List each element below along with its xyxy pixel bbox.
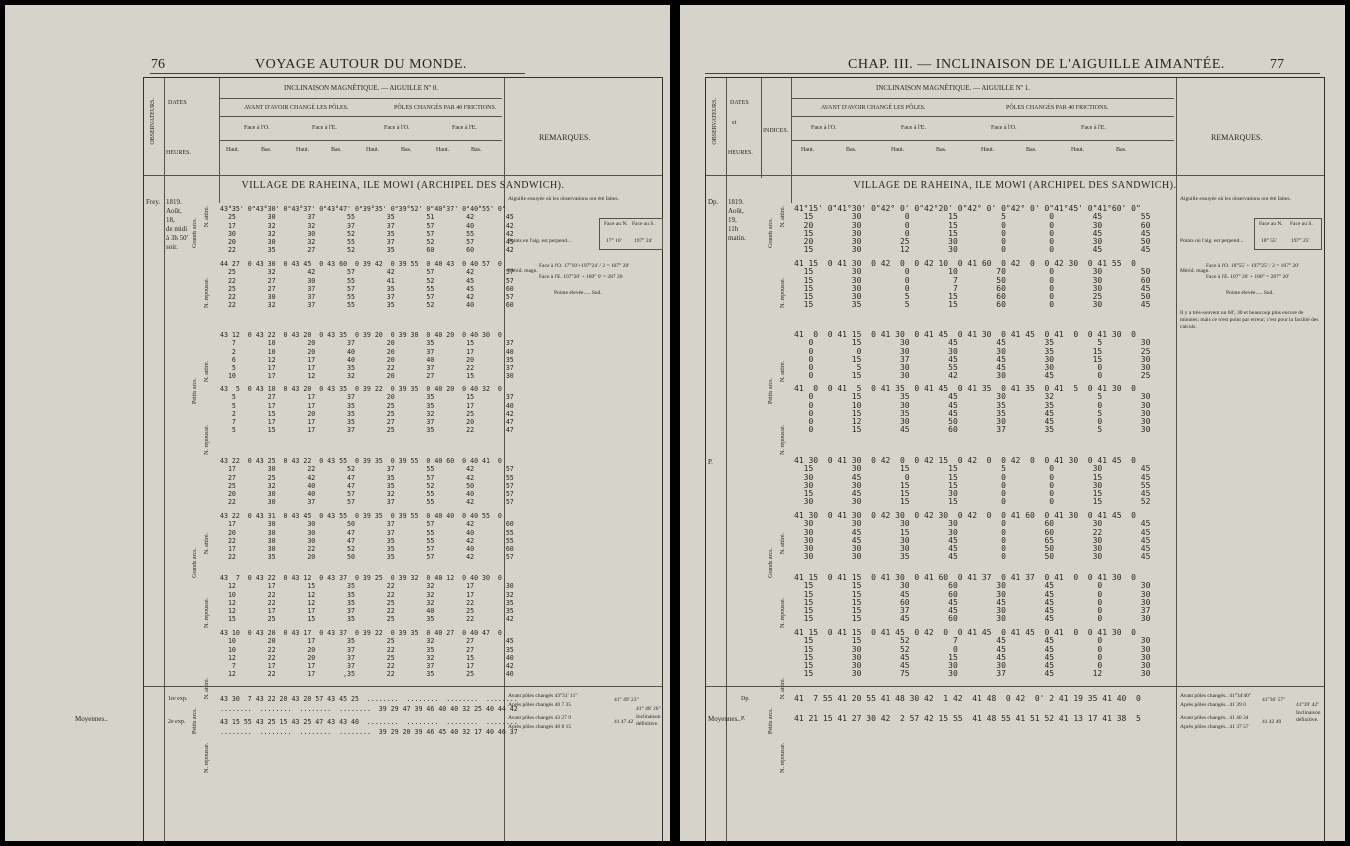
col-heures: HEURES. [728,150,753,156]
label-n-repousse: N. repoussé. [204,425,210,455]
data-block: 43 10 0 43 20 0 43 17 0 43 37 0 39 22 0 39 35 0 40 27 0 40 47 0 10 20 17 35 25 32 27 45 10 22 20 37 22 35 27 35 12 22 20 37 25 32 15 40 7 17 17 37 22 37 17 42 12 22 17 ,35 22 35 25 40 [220,629,514,679]
remark-bottom-r: 41° 49' 23" [614,697,639,703]
label-n-repousse: N. repoussé. [780,278,786,308]
remark-bottom: Après pôles changés 40 7 35 [508,702,572,708]
haut-3: Haut. [981,147,995,153]
col-dates: DATES [168,100,187,106]
poles-apres: PÔLES CHANGÉS PAR 40 FRICTIONS. [1006,105,1109,111]
remark-pointe: Pointe élevée..... Sud. [1226,290,1274,296]
face-e-1: Face à l'E. [901,125,926,131]
running-head: VOYAGE AUTOUR DU MONDE. [255,57,467,72]
bas-1: Bas. [846,147,857,153]
page-number: 77 [1270,57,1284,72]
remark-bottom: Avant pôles changés 43°31' 11" [508,693,578,699]
bas-2: Bas. [936,147,947,153]
remark-pointe: Pointe élevée..... Sud. [554,290,602,296]
col-observateurs: OBSERVATEURS. [712,98,718,145]
label-grands-arcs-2: Grands arcs. [768,548,774,578]
bas-4: Bas. [471,147,482,153]
page-number: 76 [151,57,165,72]
moyenne-row: ........ ........ ........ ........ 39 29 47 39 46 40 40 32 25 40 44 42 [220,705,518,713]
face-o-2: Face à l'O. [384,125,410,131]
col-et: et [732,120,737,126]
remark-bottom: Avant pôles changés.. 41°34'40" [1180,693,1252,699]
label-grands-arcs-1: Grands arcs. [768,218,774,248]
label-n-attire: N. attiré. [204,533,210,555]
right-page [680,5,1345,841]
haut-3: Haut. [366,147,380,153]
bas-4: Bas. [1116,147,1127,153]
data-block: 41 30 0 41 30 0 42 30 0 42 30 0 42 0 0 41 60 0 41 30 0 41 45 0 30 30 30 30 0 60 30 45 30 45 15 30 0 60 22 45 30 45 30 45 0 65 30 45 30 30 30 45 0 50 30 45 30 30 35 45 0 50 30 45 [794,511,1151,562]
label-n-attire: N. attiré. [204,206,210,228]
bas-1: Bas. [261,147,272,153]
observer-dp: Dp. [708,198,719,206]
table-title: INCLINAISON MAGNÉTIQUE. — AIGUILLE Nº 0. [284,84,439,92]
remark-note: Aiguille essuyée où les observations ont été faites. [1180,196,1291,202]
label-n-attire: N. attiré. [204,361,210,383]
face-e-1: Face à l'E. [312,125,337,131]
label-grands-arcs-2: Grands arcs. [192,548,198,578]
face-e-2: Face à l'E. [452,125,477,131]
data-block: 43 7 0 43 22 0 43 12 0 43 37 0 39 25 0 39 32 0 40 12 0 40 30 0 12 17 15 35 22 32 17 30 10 22 12 35 22 32 17 32 12 22 12 35 25 32 22 35 12 17 17 37 22 40 25 35 15 25 15 35 25 35 22 42 [220,574,514,624]
col-remarques: REMARQUES. [1211,133,1263,142]
moyenne-row: 41 21 15 41 27 30 42 2 57 42 15 55 41 48 55 41 51 52 41 13 17 41 38 5 [794,714,1141,723]
remark-face-n: Face au N. [1259,221,1283,227]
bas-2: Bas. [331,147,342,153]
label-n-repousse: N. repoussé. [204,743,210,773]
date: 1819. Août, 19, 11h matin. [728,198,746,242]
data-block: 41 0 0 41 5 0 41 35 0 41 45 0 41 35 0 41 35 0 41 5 0 41 30 0 0 15 35 45 30 32 5 30 0 10 30 45 35 35 0 30 0 15 35 45 35 45 5 30 0 12 30 50 30 45 0 30 0 15 45 60 37 35 5 30 [794,384,1151,435]
remark-merid-2: Face à l'E. 107°20' + 180° 0' = 287 20 [539,274,623,280]
col-dates: DATES [730,100,749,106]
label-n-attire: N. attiré. [204,678,210,700]
exp-1: 1re exp. [168,696,188,702]
haut-2: Haut. [296,147,310,153]
col-remarques: REMARQUES. [539,133,591,142]
data-table [143,77,663,841]
data-block: 43 22 0 43 25 0 43 22 0 43 55 0 39 35 0 39 55 0 40 60 0 40 41 0 17 30 22 52 37 55 42 57 27 25 42 47 35 57 42 55 25 32 40 47 35 52 50 57 20 30 40 57 32 55 40 57 22 30 37 57 37 55 42 57 [220,457,514,507]
bas-3: Bas. [401,147,412,153]
label-grands-arcs-1: Grands arcs. [192,218,198,248]
label-petits-arcs-1: Petits arcs. [768,378,774,404]
remark-bottom: Après pôles changés 40 8 15 [508,724,572,730]
remark-face-s: Face au S. [632,221,655,227]
col-indices: INDICES. [763,128,789,134]
date: 1819. Août, 18, de midi à 3h 50' soir. [166,198,188,251]
observer-p: P. [708,458,713,466]
running-head: CHAP. III. — INCLINAISON DE L'AIGUILLE AIMANTÉE. [848,57,1225,72]
moyenne-row: 43 15 55 43 25 15 43 25 47 43 43 40 ........ ........ ........ ........ [220,718,518,726]
label-petits-arcs-2: Petits arcs. [768,708,774,734]
data-block: 43 12 0 43 22 0 43 20 0 43 35 0 39 20 0 39 30 0 40 20 0 40 30 0 7 10 20 37 20 35 15 37 2 10 20 40 20 37 17 40 6 12 17 40 20 40 20 35 5 17 17 35 22 37 22 37 10 17 12 32 20 27 15 30 [220,331,514,381]
haut-4: Haut. [1071,147,1085,153]
data-block: 41 0 0 41 15 0 41 30 0 41 45 0 41 30 0 41 45 0 41 0 0 41 30 0 0 15 30 45 45 35 5 30 0 0 30 30 30 35 15 25 0 15 37 45 45 30 15 30 0 5 30 55 45 30 0 30 0 15 30 42 30 45 0 25 [794,330,1151,381]
label-n-repousse: N. repoussé. [780,598,786,628]
remark-face-n: Face au N. [604,221,628,227]
observer: Frey. [146,198,161,206]
section-title: VILLAGE DE RAHEINA, ILE MOWI (ARCHIPEL DES SANDWICH). [241,180,565,191]
moyenne-row: 43 30 7 43 22 20 43 20 57 43 45 25 ........ ........ ........ ........ [220,695,518,703]
moyenne-row: 41 7 55 41 20 55 41 48 30 42 1 42 41 48 0 42 0' 2 41 19 35 41 40 0 [794,694,1141,703]
remark-perp: Points en l'aig. est perpend... [508,238,572,244]
data-block: 41 15 0 41 30 0 42 0 0 42 10 0 41 60 0 42 0 0 42 30 0 41 55 0 15 30 0 10 70 0 30 50 15 30 0 7 50 0 30 60 15 30 0 7 60 0 30 45 15 30 5 15 60 0 25 50 15 35 5 15 60 0 30 45 [794,259,1151,310]
data-block: 41 30 0 41 30 0 42 0 0 42 15 0 42 0 0 42 0 0 41 30 0 41 45 0 15 30 15 15 5 0 30 45 30 45 0 15 0 0 15 45 30 30 15 15 0 0 30 55 15 45 15 30 0 0 15 45 30 30 15 15 0 0 15 52 [794,456,1151,507]
data-block: 43°35' 0"43°30' 0"43°37' 0"43°47' 0"39°35' 0"39°52' 0"40°37' 0"40°55' 0" 25 30 37 55 35 51 42 45 17 32 32 37 37 57 40 42 30 32 30 52 35 57 55 42 20 30 32 55 37 52 57 45 22 35 27 52 35 60 60 42 [220,205,514,255]
label-n-repousse: N. repoussé. [780,425,786,455]
head-rule [150,73,525,74]
haut-1: Haut. [226,147,240,153]
head-rule [705,73,1320,74]
data-block: 44 27 0 43 30 0 43 45 0 43 60 0 39 42 0 39 55 0 40 43 0 40 57 0 25 32 42 57 42 57 42 57 22 27 30 55 41 52 45 57 25 27 37 57 35 55 45 60 22 30 37 55 37 57 42 57 22 32 37 55 35 52 40 60 [220,260,514,310]
moyennes-label: Moyennes.. [708,715,741,723]
haut-2: Haut. [891,147,905,153]
remark-bottom: Après pôles changés.. 41 39 0 [1180,702,1246,708]
haut-1: Haut. [801,147,815,153]
moyenne-dp: Dp. [741,696,750,702]
exp-2: 2e exp. [168,719,186,725]
remark-perp-s: 197° 24' [634,238,653,244]
label-n-attire: N. attiré. [780,206,786,228]
remark-merid-1: Face à l'O. 18°55' + 197°25' / 2 = 107° 20' [1206,263,1299,269]
remark-merid-1: Face à l'O. 17°10'+197°24' / 2 = 107° 20' [539,263,630,269]
data-block: 43 5 0 43 10 0 43 20 0 43 35 0 39 22 0 39 35 0 40 20 0 40 32 0 5 27 17 37 20 35 15 37 5 17 17 35 25 35 17 40 2 15 20 35 25 32 25 42 7 17 17 35 27 37 20 47 5 15 17 37 25 35 22 47 [220,385,514,435]
remark-merid: Mérid. magn. [508,268,538,274]
data-block: 43 22 0 43 31 0 43 45 0 43 55 0 39 35 0 39 55 0 40 40 0 40 55 0 17 30 30 50 37 57 42 60 20 30 30 47 37 55 40 55 22 30 30 47 35 55 42 55 17 30 22 52 35 57 40 60 22 35 20 50 35 57 42 57 [220,512,514,562]
remark-bottom-r: 41 42 40 [1262,719,1282,725]
moyenne-p: P. [741,716,746,722]
remark-bottom-r: 41°36' 57" [1262,697,1286,703]
label-n-repousse: N. repoussé. [780,743,786,773]
face-o-1: Face à l'O. [244,125,270,131]
label-n-attire: N. attiré. [780,678,786,700]
label-n-repousse: N. repoussé. [204,598,210,628]
remark-perp-s: 197° 25' [1291,238,1310,244]
remark-perp-n: 17° 10' [606,238,622,244]
poles-avant: AVANT D'AVOIR CHANGÉ LES PÔLES. [244,105,349,111]
remark-bottom: Avant pôles changés 43 27 9 [508,715,571,721]
bas-3: Bas. [1026,147,1037,153]
remark-note2: Il y a très-souvent un 60', 30 et beaucoup plus encore de minutes; mais ce n'est point par erreur; c'est pour la facilité des calculs. [1180,310,1319,330]
remark-face-s: Face au S. [1290,221,1313,227]
label-petits-arcs-1: Petits arcs. [192,378,198,404]
label-n-repousse: N. repoussé. [204,278,210,308]
remark-merid-2: Face à l'E. 107° 20' + 180° = 287° 20' [1206,274,1289,280]
col-heures: HEURES. [166,150,191,156]
remark-bottom-r: Inclinaison définitive. [636,714,661,727]
label-petits-arcs-2: Petits arcs. [192,708,198,734]
data-block: 41 15 0 41 15 0 41 45 0 42 0 0 41 45 0 41 45 0 41 0 0 41 30 0 15 15 52 7 45 45 0 30 15 30 52 0 45 45 0 30 15 30 45 15 45 45 0 30 15 30 45 30 30 45 0 30 15 30 75 30 37 45 12 30 [794,628,1151,679]
moyenne-row: ........ ........ ........ ........ 39 29 20 39 46 45 40 32 17 40 46 37 [220,728,518,736]
remark-bottom-r: 41°39' 42" [1296,702,1320,708]
moyennes-label: Moyennes.. [75,715,108,723]
face-e-2: Face à l'E. [1081,125,1106,131]
label-n-attire: N. attiré. [780,533,786,555]
data-block: 41 15 0 41 15 0 41 30 0 41 60 0 41 37 0 41 37 0 41 0 0 41 30 0 15 15 30 60 30 45 0 30 15 15 45 60 30 45 0 30 15 15 60 45 45 45 0 30 15 15 37 45 30 45 0 37 15 15 45 60 30 45 0 30 [794,573,1151,624]
left-page [5,5,670,841]
remark-bottom-r: 41 47 42 [614,719,634,725]
col-observateurs: OBSERVATEURS. [150,98,156,145]
face-o-1: Face à l'O. [811,125,837,131]
table-title: INCLINAISON MAGNÉTIQUE. — AIGUILLE Nº 1. [876,84,1031,92]
remark-bottom-r: Inclinaison définitive. [1296,710,1321,723]
remark-note: Aiguille essuyée où les observations ont été faites. [508,196,619,202]
remark-merid: Mérid. magn. [1180,268,1210,274]
data-block: 41°15' 0"41°30' 0"42° 0' 0"42°20' 0"42° 0' 0"42° 0' 0"41°45' 0"41°60' 0" 15 30 0 15 5 0 45 55 20 30 0 15 0 0 30 60 15 30 0 15 0 0 45 45 20 30 25 30 0 0 30 50 15 30 12 30 0 0 45 45 [794,204,1151,255]
remark-bottom: Avant pôles changés.. 41 40 34 [1180,715,1249,721]
remark-bottom-r: 41° 48' 26" [636,706,661,712]
data-table [705,77,1325,841]
remark-perp-n: 18° 55' [1261,238,1277,244]
label-n-attire: N. attiré. [780,361,786,383]
poles-apres: PÔLES CHANGÉS PAR 40 FRICTIONS. [394,105,497,111]
section-title: VILLAGE DE RAHEINA, ILE MOWI (ARCHIPEL DES SANDWICH). [853,180,1177,191]
poles-avant: AVANT D'AVOIR CHANGÉ LES PÔLES. [821,105,926,111]
remark-perp: Points où l'aig. est perpend... [1180,238,1244,244]
remark-bottom: Après pôles changés.. 41 37 57 [1180,724,1249,730]
haut-4: Haut. [436,147,450,153]
face-o-2: Face à l'O. [991,125,1017,131]
